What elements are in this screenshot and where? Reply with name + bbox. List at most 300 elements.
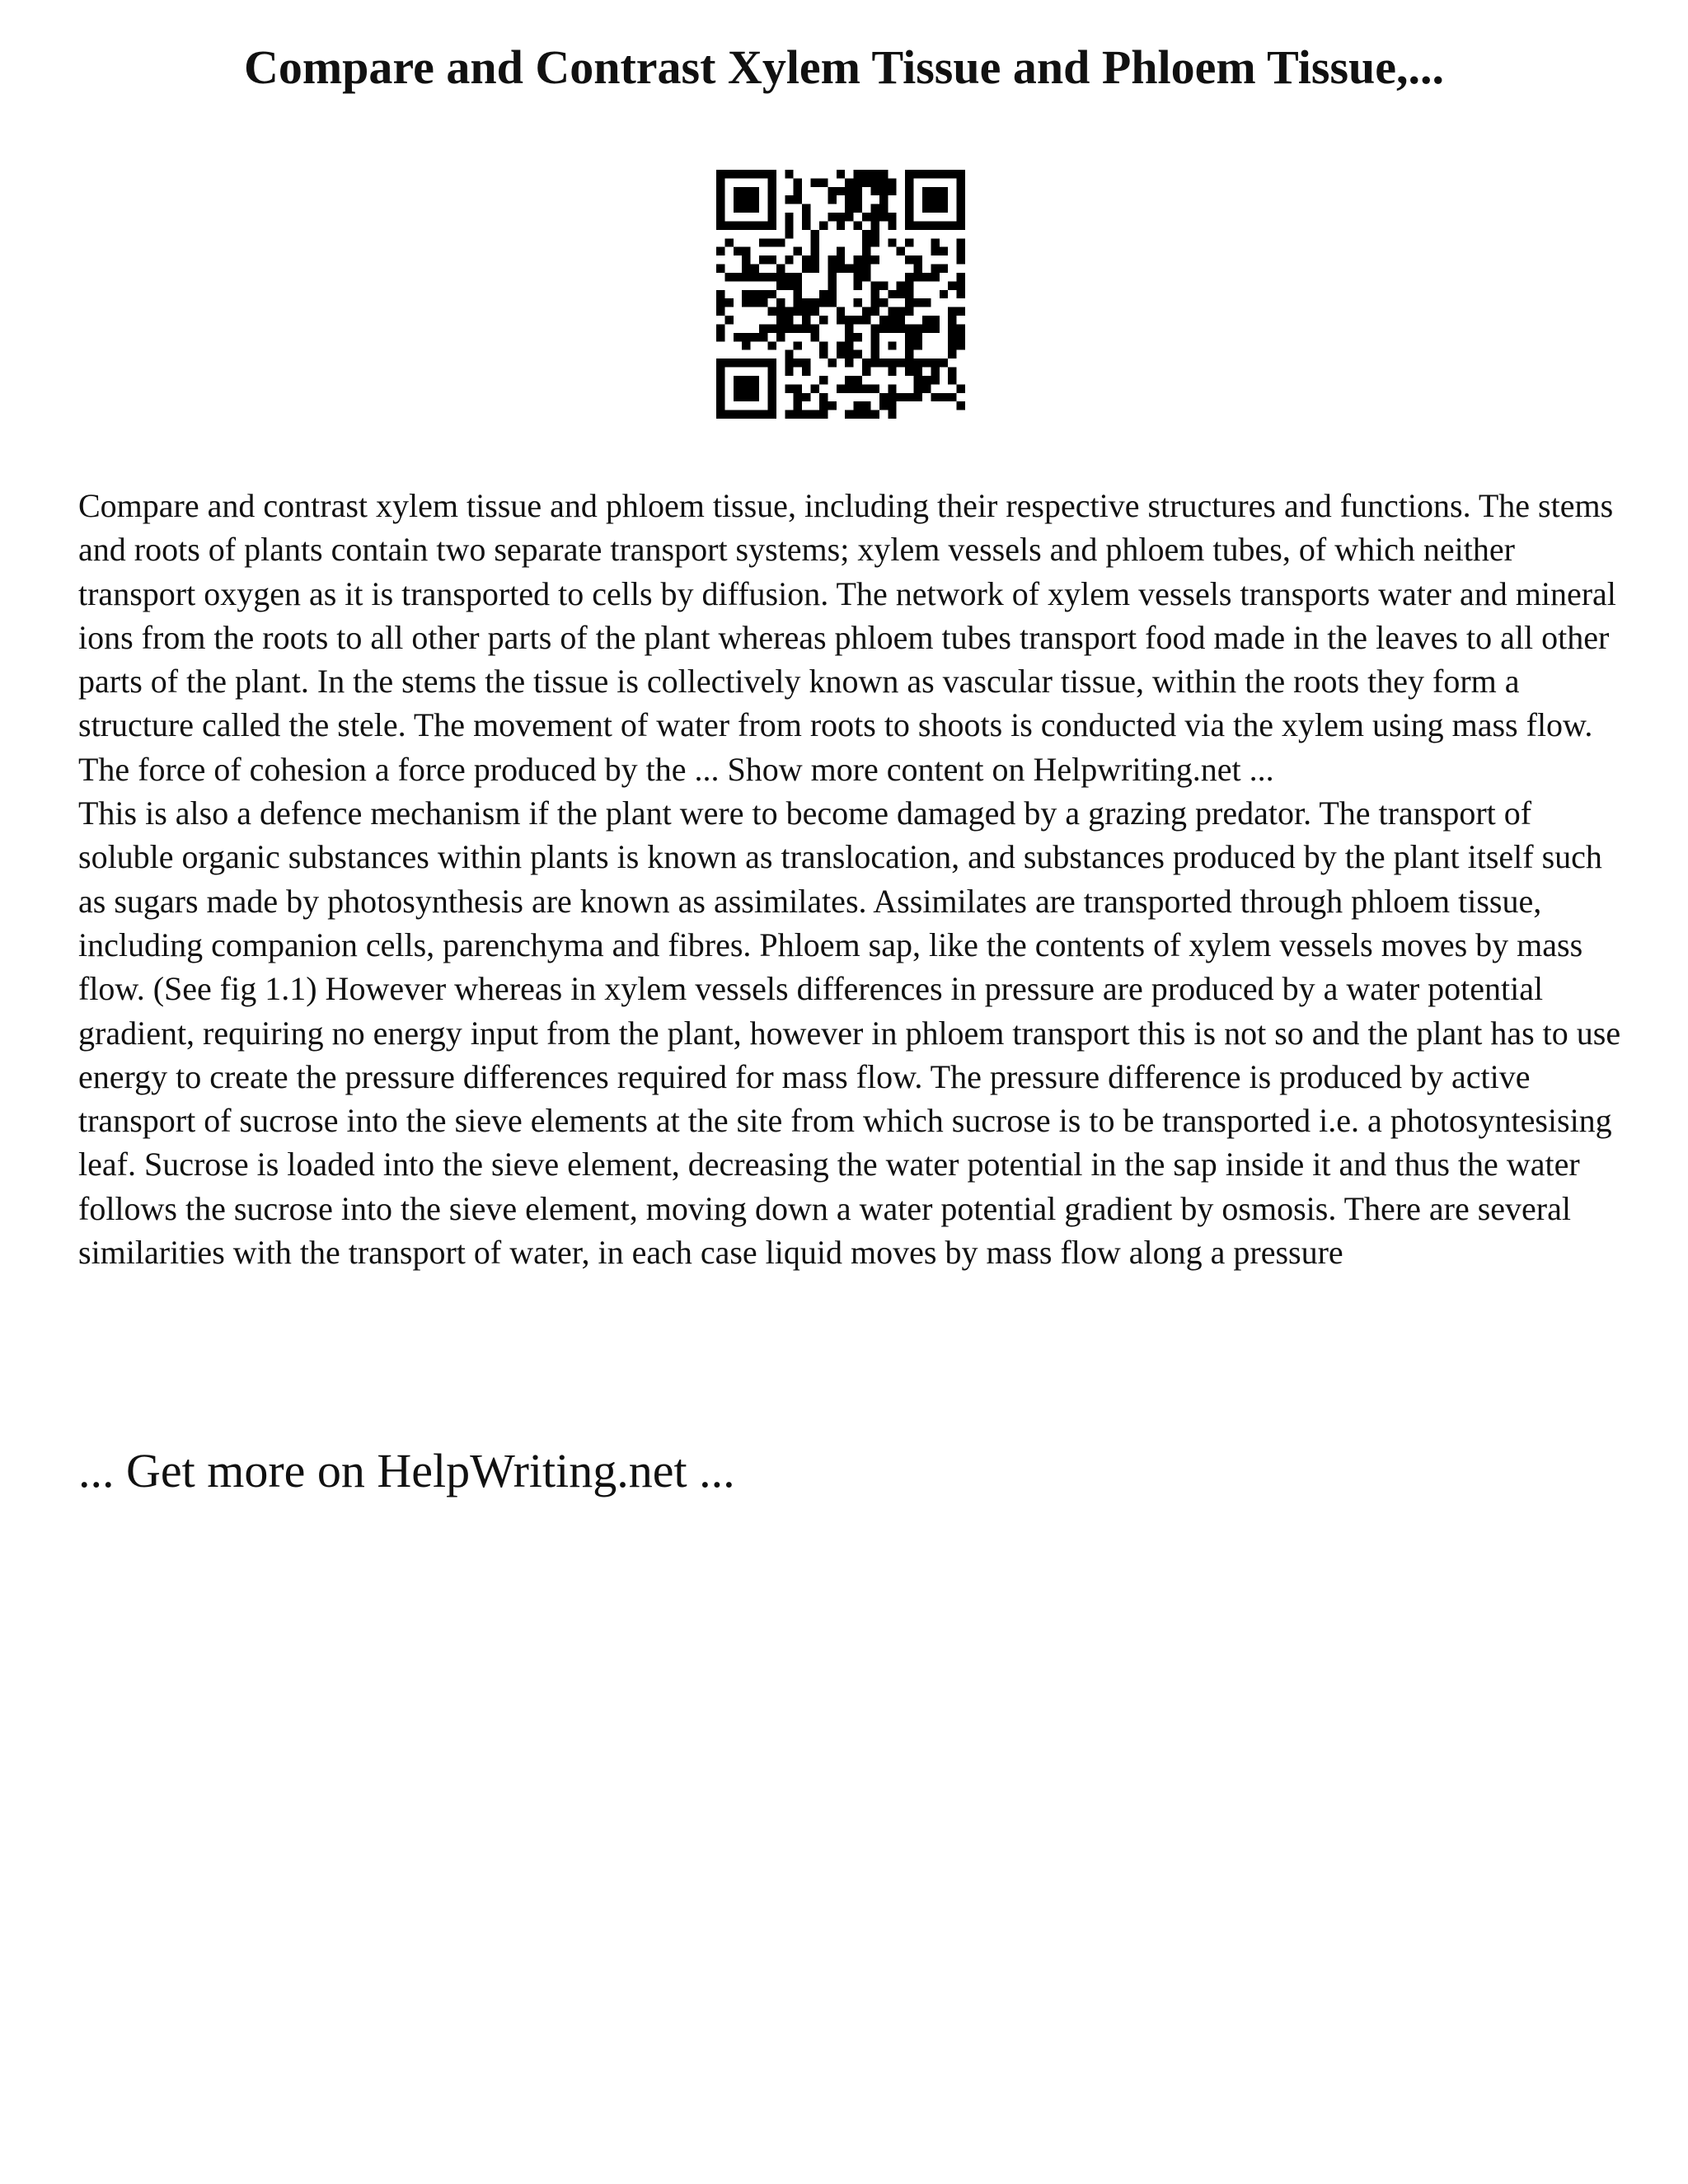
qr-module [905,393,913,401]
qr-module [828,401,836,410]
qr-module [819,401,828,410]
qr-module [716,401,724,410]
qr-module [888,290,896,298]
qr-module [948,333,956,341]
qr-module [785,230,793,238]
qr-module [776,238,785,246]
qr-module [914,333,922,341]
qr-module [922,273,931,281]
qr-module [751,393,759,401]
qr-module [751,298,759,307]
qr-module [724,359,733,367]
qr-module [837,384,845,392]
qr-module [794,298,802,307]
qr-module [724,273,733,281]
qr-module [957,170,965,178]
paragraph-2: This is also a defence mechanism if the plant were to become damaged by a grazing predator. The transport of soluble organic substances within plants is known as translocation, and substances produced by the plant itself such as sugars made by photosynthesis are known as assimilates. Assimilates are transported through phloem tissue, including companion cells, parenchyma and fibres. Phloem sap, like the contents of xylem vessels moves by mass flow. (See fig 1.1) However whereas in xylem vessels differences in pressure are produced by a water potential gradient, requiring no energy input from the plant, however in phloem transport this is not so and the plant has to use energy to create the pressure differences required for mass flow. The pressure difference is produced by active transport of sucrose into the sieve elements at the site from which sucrose is to be transported i.e. a photosyntesising leaf. Sucrose is loaded into the sieve element, decreasing the water potential in the sap inside it and thus the water follows the sucrose into the sieve element, moving down a water potential gradient by osmosis. There are several similarities with the transport of water, in each case liquid moves by mass flow along a pressure [78,794,1621,1272]
qr-module [751,204,759,213]
qr-module [785,195,793,204]
qr-module [870,204,879,213]
qr-module [931,316,939,324]
qr-module [914,368,922,376]
qr-module [828,359,836,367]
qr-module [870,333,879,341]
qr-module [931,247,939,255]
qr-module [794,307,802,316]
qr-module [794,384,802,392]
qr-module [854,265,862,273]
qr-module [802,410,810,419]
qr-module [845,316,853,324]
qr-module [716,359,724,367]
qr-module [914,273,922,281]
qr-module [922,204,931,213]
qr-module [854,170,862,178]
qr-module [802,204,810,213]
qr-module [785,170,793,178]
qr-module [914,393,922,401]
qr-module [922,316,931,324]
qr-module [931,324,939,332]
qr-module [957,324,965,332]
qr-module [957,384,965,392]
qr-module [767,410,776,419]
qr-module [716,247,724,255]
qr-module [819,316,828,324]
qr-module [776,333,785,341]
qr-module [862,401,870,410]
qr-module [914,376,922,384]
qr-module [724,170,733,178]
qr-module [888,187,896,195]
qr-module [759,170,767,178]
qr-module [811,178,819,186]
qr-module [922,170,931,178]
qr-module [794,273,802,281]
qr-module [734,187,742,195]
qr-module [785,350,793,359]
qr-module [776,316,785,324]
qr-module [767,187,776,195]
qr-module [811,324,819,332]
qr-module [862,230,870,238]
qr-module [879,170,888,178]
qr-module [888,221,896,229]
qr-module [922,359,931,367]
qr-module [724,316,733,324]
qr-module [931,265,939,273]
get-more-link[interactable]: ... Get more on HelpWriting.net ... [78,1444,735,1497]
qr-module [767,341,776,349]
qr-module [811,265,819,273]
qr-module [870,178,879,186]
qr-module [785,213,793,221]
qr-module [870,281,879,289]
qr-module [794,401,802,410]
qr-module [734,221,742,229]
qr-module [767,273,776,281]
qr-module [905,238,913,246]
qr-module [776,324,785,332]
qr-module [957,273,965,281]
qr-module [957,187,965,195]
qr-module [870,410,879,419]
qr-module [897,281,905,289]
qr-module [940,393,948,401]
qr-module [948,341,956,349]
qr-module [888,393,896,401]
qr-module [905,341,913,349]
qr-module [888,316,896,324]
qr-module [879,195,888,204]
qr-module [854,281,862,289]
qr-module [819,341,828,349]
qr-module [862,247,870,255]
qr-module [888,410,896,419]
qr-module [811,255,819,264]
qr-module [870,298,879,307]
qr-module [957,290,965,298]
qr-module [931,393,939,401]
qr-module [922,384,931,392]
qr-module [905,170,913,178]
qr-module [734,273,742,281]
qr-module [828,255,836,264]
qr-module [724,238,733,246]
qr-module [948,281,956,289]
qr-module [734,170,742,178]
qr-module [870,187,879,195]
qr-module [870,213,879,221]
qr-module [794,195,802,204]
qr-module [794,187,802,195]
qr-module [734,195,742,204]
qr-module [716,376,724,384]
qr-module [716,221,724,229]
qr-module [785,281,793,289]
qr-module [767,359,776,367]
qr-module [905,213,913,221]
qr-module [879,393,888,401]
qr-module [854,410,862,419]
qr-module [828,290,836,298]
qr-module [879,298,888,307]
qr-module [870,290,879,298]
qr-module [897,316,905,324]
qr-module [742,359,750,367]
qr-module [716,368,724,376]
qr-module [888,384,896,392]
qr-module [957,195,965,204]
qr-module [767,255,776,264]
qr-module [767,170,776,178]
qr-module [742,298,750,307]
qr-module [734,393,742,401]
qr-module [914,384,922,392]
qr-module [785,359,793,367]
qr-module [811,230,819,238]
qr-module [716,324,724,332]
qr-module [845,195,853,204]
qr-module [837,265,845,273]
qr-module [742,384,750,392]
qr-module [742,393,750,401]
qr-module [905,298,913,307]
qr-module [879,178,888,186]
qr-module [794,290,802,298]
qr-module [742,187,750,195]
qr-module [811,247,819,255]
qr-module [759,410,767,419]
qr-module [931,195,939,204]
qr-module [759,238,767,246]
qr-module [854,350,862,359]
qr-module [742,341,750,349]
qr-module [828,187,836,195]
qr-module [879,359,888,367]
qr-module [940,170,948,178]
qr-module [931,273,939,281]
qr-module [759,290,767,298]
qr-module [837,350,845,359]
qr-module [862,316,870,324]
qr-module [854,384,862,392]
qr-module [888,238,896,246]
qr-module [940,195,948,204]
qr-module [837,255,845,264]
qr-module [948,307,956,316]
qr-module [837,247,845,255]
qr-module [862,255,870,264]
qr-module [897,247,905,255]
qr-module [957,247,965,255]
qr-module [819,410,828,419]
qr-module [802,255,810,264]
qr-module [940,265,948,273]
qr-module [845,265,853,273]
qr-module [888,368,896,376]
qr-module [957,281,965,289]
qr-module [922,376,931,384]
qr-module [794,341,802,349]
qr-module [811,384,819,392]
qr-module [854,187,862,195]
qr-module [957,213,965,221]
qr-module [922,298,931,307]
qr-module [742,333,750,341]
qr-module [776,298,785,307]
qr-module [802,221,810,229]
qr-module [879,316,888,324]
qr-module [716,178,724,186]
qr-module [870,238,879,246]
qr-module [794,359,802,367]
qr-module [940,247,948,255]
qr-module [767,178,776,186]
qr-module [870,221,879,229]
qr-module [716,195,724,204]
qr-module [751,273,759,281]
qr-module [931,238,939,246]
qr-module [854,401,862,410]
qr-module [845,376,853,384]
qr-module [837,307,845,316]
qr-module [767,238,776,246]
qr-module [931,204,939,213]
qr-module [819,298,828,307]
qr-module [785,307,793,316]
qr-module [759,333,767,341]
qr-module [845,359,853,367]
qr-module [751,376,759,384]
qr-module [888,213,896,221]
qr-module [767,204,776,213]
qr-module [751,265,759,273]
qr-module [957,401,965,410]
qr-module [897,290,905,298]
qr-module [905,204,913,213]
document-body [78,484,1628,1274]
qr-module [931,221,939,229]
qr-module [914,170,922,178]
qr-module [940,359,948,367]
qr-module [742,255,750,264]
qr-module [724,410,733,419]
qr-module [957,255,965,264]
qr-module [794,247,802,255]
qr-module [802,307,810,316]
qr-module [879,401,888,410]
qr-module [862,213,870,221]
qr-module [862,307,870,316]
qr-module [802,316,810,324]
qr-module [914,255,922,264]
qr-module [931,170,939,178]
qr-module [914,221,922,229]
qr-module [828,213,836,221]
qr-module [914,324,922,332]
qr-module [759,221,767,229]
qr-module [888,359,896,367]
qr-module [742,265,750,273]
qr-module [862,384,870,392]
qr-module [914,359,922,367]
qr-module [751,170,759,178]
qr-module [837,221,845,229]
qr-module [742,273,750,281]
qr-module [819,376,828,384]
qr-module [905,359,913,367]
qr-module [957,204,965,213]
qr-module [862,178,870,186]
qr-module [905,255,913,264]
qr-module [716,333,724,341]
qr-module [905,281,913,289]
qr-module [905,195,913,204]
qr-module [802,368,810,376]
qr-module [905,368,913,376]
qr-module [854,195,862,204]
qr-module [767,290,776,298]
qr-module [828,281,836,289]
qr-module [837,213,845,221]
qr-module [870,384,879,392]
qr-module [751,187,759,195]
qr-module [854,376,862,384]
qr-module [802,298,810,307]
qr-module [751,195,759,204]
qr-module [837,170,845,178]
qr-module [870,230,879,238]
qr-module [785,273,793,281]
qr-module [922,324,931,332]
qr-module [845,187,853,195]
qr-module [759,359,767,367]
qr-module [854,316,862,324]
qr-module [879,187,888,195]
qr-module [828,298,836,307]
qr-module [897,307,905,316]
qr-module [819,221,828,229]
qr-module [811,307,819,316]
qr-module [870,350,879,359]
qr-module [862,265,870,273]
qr-module [716,213,724,221]
qr-module [767,384,776,392]
qr-module [888,324,896,332]
qr-module [940,204,948,213]
qr-module [854,178,862,186]
qr-module [862,359,870,367]
qr-module [940,187,948,195]
qr-module [905,324,913,332]
qr-module [957,333,965,341]
qr-code-graphic [716,170,965,419]
qr-module [931,187,939,195]
qr-module [716,265,724,273]
qr-module [931,368,939,376]
qr-module [716,204,724,213]
qr-module [897,393,905,401]
qr-module [734,410,742,419]
qr-module [811,410,819,419]
qr-module [870,307,879,316]
qr-module [776,273,785,281]
qr-module [854,221,862,229]
qr-module [897,324,905,332]
qr-module [751,410,759,419]
qr-module [957,307,965,316]
qr-module [767,393,776,401]
qr-module [776,307,785,316]
qr-module [716,290,724,298]
qr-module [862,410,870,419]
qr-module [785,410,793,419]
qr-module [767,195,776,204]
qr-module [734,204,742,213]
qr-module [751,384,759,392]
qr-module [845,333,853,341]
qr-module [845,384,853,392]
qr-module [776,281,785,289]
qr-module [948,376,956,384]
qr-module [931,376,939,384]
qr-module [922,221,931,229]
qr-module [870,255,879,264]
qr-module [802,265,810,273]
qr-module [940,290,948,298]
qr-module [948,316,956,324]
